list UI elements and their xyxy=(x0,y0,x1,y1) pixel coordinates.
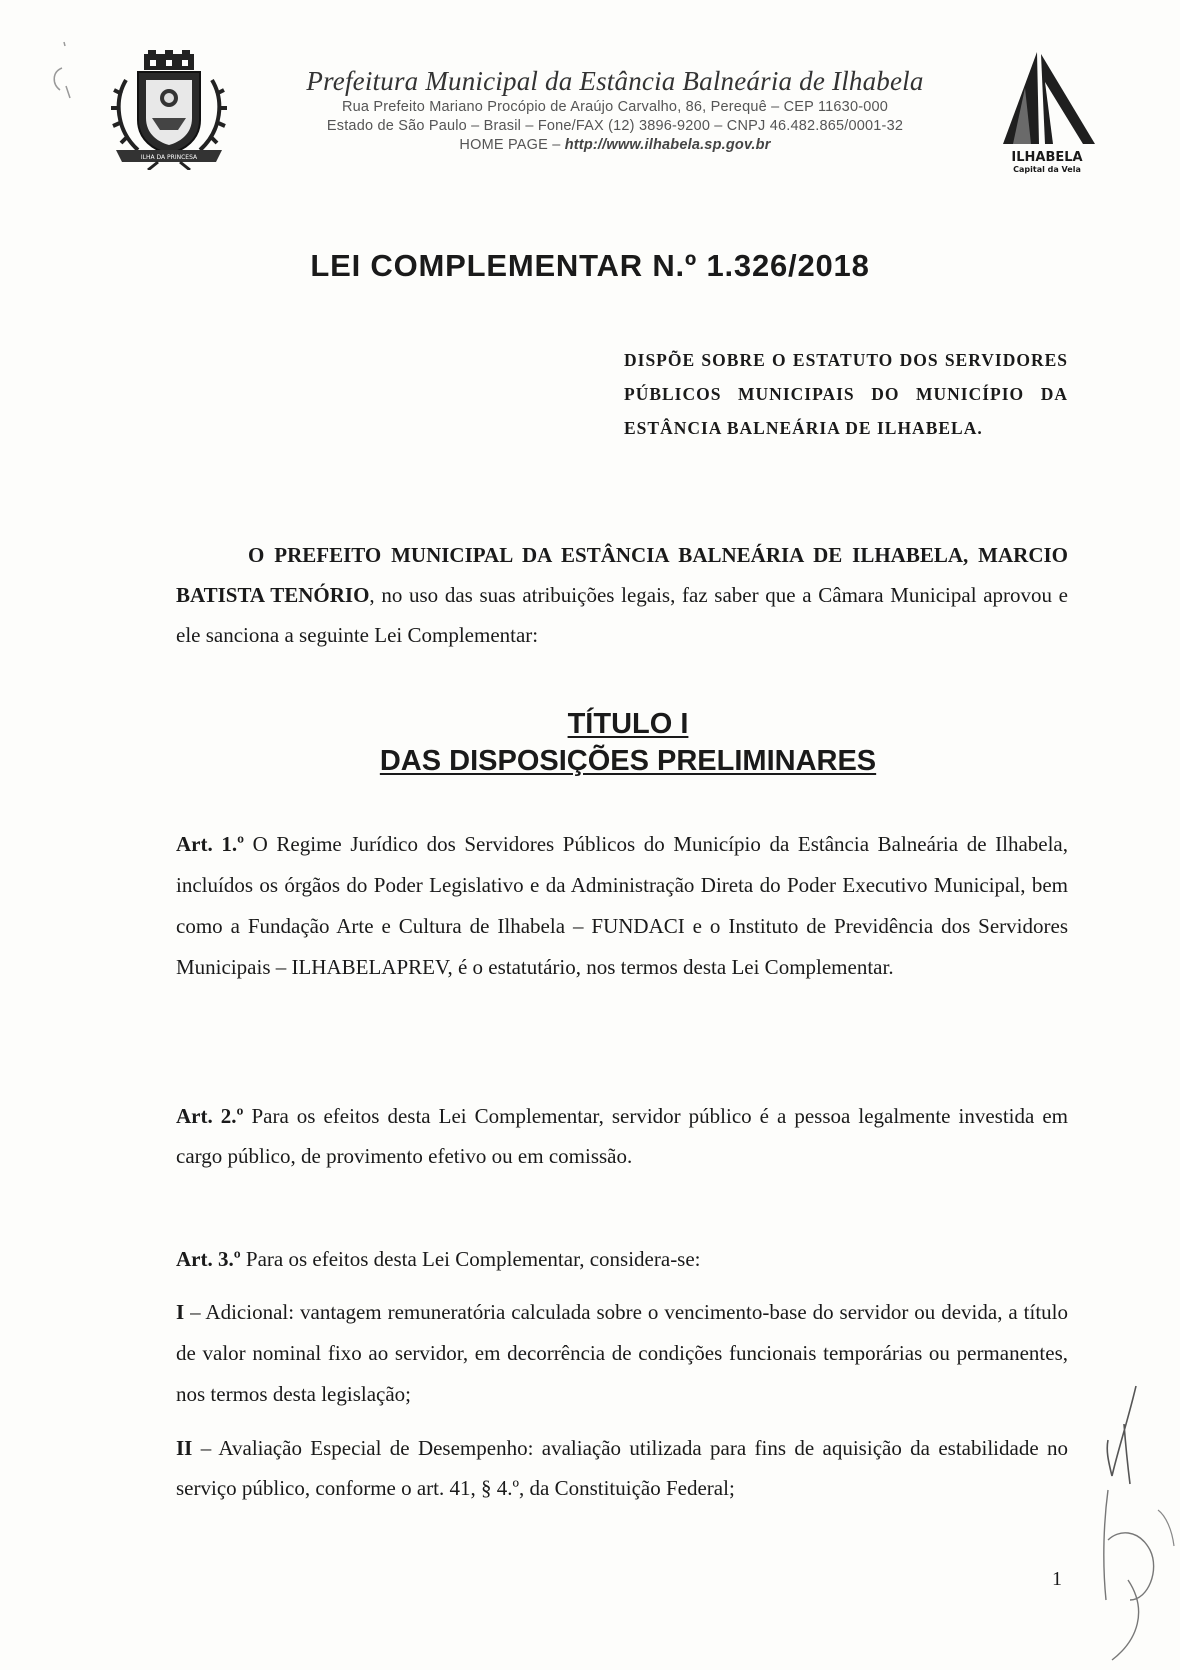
crest-ribbon-text: ILHA DA PRINCESA xyxy=(140,154,198,161)
item-1-text: – Adicional: vantagem remuneratória calculada sobre o vencimento-base do servidor ou devida, a título de valor nominal fixo ao servidor, em decorrência de condições funcionais temporárias ou permanentes, nos termos desta legislação; xyxy=(176,1300,1068,1406)
article-3-item-2 xyxy=(176,1428,1068,1508)
scan-mark xyxy=(42,38,82,118)
article-3-item-1 xyxy=(176,1292,1068,1415)
titulo-subtitle: DAS DISPOSIÇÕES PRELIMINARES xyxy=(379,745,877,777)
article-2-text: Para os efeitos desta Lei Complementar, servidor público é a pessoa legalmente investida em cargo público, de provimento efetivo ou em comissão. xyxy=(176,1104,1068,1168)
article-3-label: Art. 3.º xyxy=(176,1247,241,1271)
law-ementa: DISPÕE SOBRE O ESTATUTO DOS SERVIDORES PÚBLICOS MUNICIPAIS DO MUNICÍPIO DA ESTÂNCIA BALNEÁRIA DE ILHABELA. xyxy=(624,350,1068,438)
org-contact: Estado de São Paulo – Brasil – Fone/FAX (12) 3896-9200 – CNPJ 46.482.865/0001-32 xyxy=(326,118,904,134)
org-name: Prefeitura Municipal da Estância Balneária de Ilhabela xyxy=(306,66,924,96)
preamble xyxy=(176,535,1068,655)
sailboat-icon xyxy=(995,48,1099,148)
page-number: 1 xyxy=(1052,1568,1062,1590)
item-2-label: II xyxy=(176,1436,193,1460)
article-1-text: O Regime Jurídico dos Servidores Públicos do Município da Estância Balneária de Ilhabela, incluídos os órgãos do Poder Legislativo e da Administração Direta do Poder Executivo Municipal, bem como a Fundação Arte e Cultura de Ilhabela – FUNDACI e o Instituto de Previdência dos Servidores Municipais – ILHABELAPREV, é o estatutário, nos termos desta Lei Complementar. xyxy=(176,832,1069,979)
org-address: Rua Prefeito Mariano Procópio de Araújo Carvalho, 86, Perequê – CEP 11630-000 xyxy=(341,99,889,115)
law-title: LEI COMPLEMENTAR N.º 1.326/2018 xyxy=(310,248,870,283)
article-3 xyxy=(176,1239,1068,1279)
letterhead xyxy=(240,64,990,155)
homepage-label: HOME PAGE – xyxy=(459,137,565,153)
preamble-text: , no uso das suas atribuições legais, faz saber que a Câmara Municipal aprovou e ele sanciona a seguinte Lei Complementar: xyxy=(176,583,1069,647)
preamble-authority: O PREFEITO MUNICIPAL DA ESTÂNCIA BALNEÁRIA DE ILHABELA, MARCIO BATISTA TENÓRIO xyxy=(176,543,1068,607)
logo-name: ILHABELA xyxy=(1011,150,1083,165)
org-homepage xyxy=(240,136,990,155)
ilhabela-logo xyxy=(995,48,1099,180)
item-1-label: I xyxy=(176,1300,185,1324)
handwritten-initials xyxy=(1068,1380,1180,1670)
coat-of-arms-icon xyxy=(108,50,230,170)
article-1 xyxy=(176,824,1068,988)
logo-tagline: Capital da Vela xyxy=(1013,165,1081,174)
article-1-label: Art. 1.º xyxy=(176,832,245,856)
titulo-heading: TÍTULO I xyxy=(567,708,689,740)
article-3-text: Para os efeitos desta Lei Complementar, considera-se: xyxy=(240,1247,701,1271)
article-2-label: Art. 2.º xyxy=(176,1104,244,1128)
item-2-text: – Avaliação Especial de Desempenho: avaliação utilizada para fins de aquisição da estabilidade no serviço público, conforme o art. 41, § 4.º, da Constituição Federal; xyxy=(176,1436,1068,1500)
homepage-url: http://www.ilhabela.sp.gov.br xyxy=(564,137,771,153)
article-2 xyxy=(176,1096,1068,1176)
